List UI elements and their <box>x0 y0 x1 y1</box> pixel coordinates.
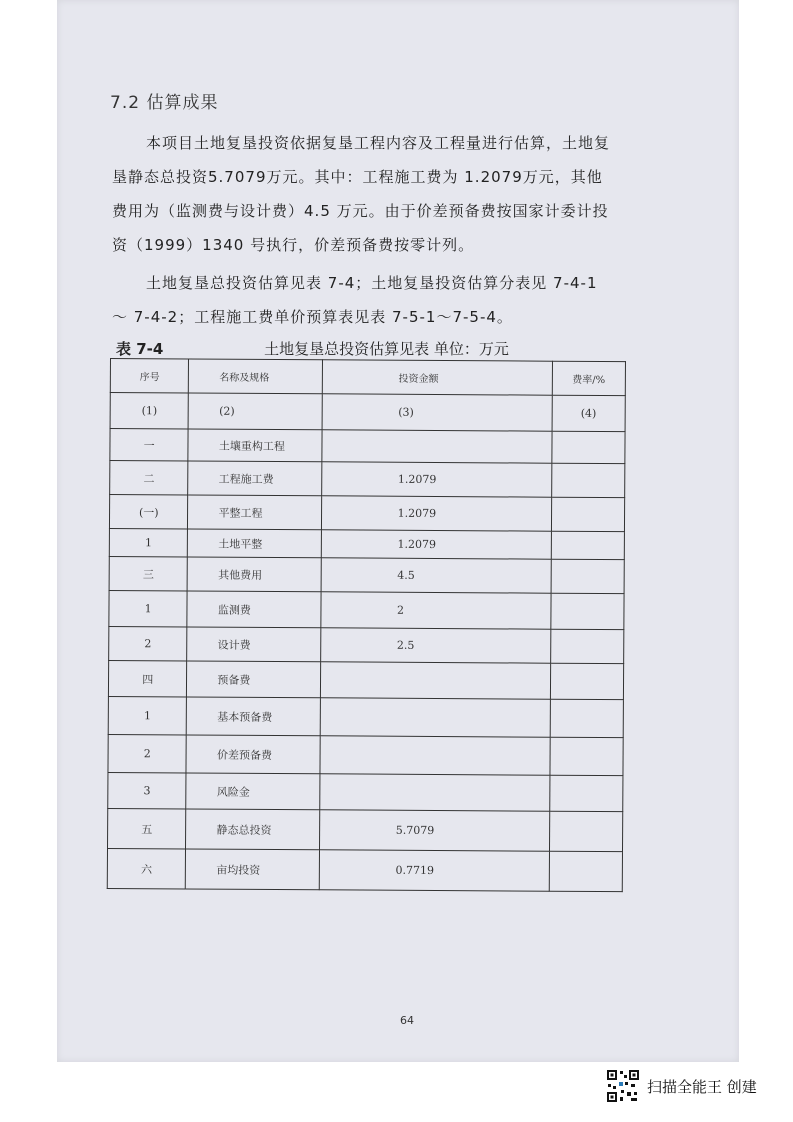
table-cell <box>551 531 624 559</box>
table-cell: 1 <box>109 590 188 626</box>
table-cell <box>320 736 550 775</box>
table-cell: (一) <box>109 495 188 529</box>
table-cell: 5.7079 <box>319 810 549 851</box>
table-cell: 3 <box>108 772 187 808</box>
header-cell: 名称及规格 <box>189 359 322 394</box>
table-cell: 土壤重构工程 <box>188 429 321 462</box>
table-cell: (1) <box>110 393 189 429</box>
table-cell: 工程施工费 <box>188 461 321 496</box>
table-row <box>109 528 624 559</box>
table-cell: 基本预备费 <box>187 697 320 736</box>
table-row <box>108 808 623 851</box>
table-row <box>110 429 625 464</box>
table-cell <box>550 775 623 811</box>
table-cell: 价差预备费 <box>186 735 319 774</box>
table-cell: 4.5 <box>321 558 551 593</box>
table-cell: 一 <box>110 429 189 461</box>
table-cell: 平整工程 <box>188 495 321 530</box>
table-cell: 静态总投资 <box>186 809 319 850</box>
table-cell <box>549 811 622 851</box>
header-cell: 序号 <box>110 359 189 393</box>
table-cell: 三 <box>109 556 188 590</box>
table-caption <box>116 338 509 359</box>
table-cell: 设计费 <box>187 627 320 662</box>
table-cell: 1.2079 <box>321 530 551 559</box>
table-cell <box>550 737 623 775</box>
table-cell: 1.2079 <box>321 496 551 531</box>
table-cell <box>551 497 624 531</box>
paragraph-investment-summary: 本项目土地复垦投资依据复垦工程内容及工程量进行估算，土地复垦静态总投资5.7079万元。其中：工程施工费为 1.2079万元，其他费用为（监测费与设计费）4.5 万元。由于价差预备费按国家计委计投资（1999）1340 号执行，价差预备费按零计列。 <box>112 134 611 254</box>
table-cell: 四 <box>108 660 187 696</box>
watermark-text: 扫描全能王 创建 <box>647 1077 757 1096</box>
table-cell <box>319 774 549 811</box>
table-cell <box>320 662 550 699</box>
qr-code-icon <box>605 1068 641 1104</box>
table-cell: 1 <box>109 528 188 556</box>
table-row <box>107 848 622 891</box>
table-row <box>109 495 624 532</box>
table-row <box>108 734 623 775</box>
table-cell: (2) <box>188 393 321 430</box>
paragraph-table-references: 土地复垦总投资估算见表 7-4；土地复垦投资估算分表见 7-4-1～ 7-4-2；工程施工费单价预算表见表 7-5-1～7-5-4。 <box>112 274 598 326</box>
page-number: 64 <box>400 1014 414 1027</box>
table-cell <box>552 431 625 463</box>
table-cell <box>551 593 624 629</box>
table-title: 土地复垦总投资估算见表 单位：万元 <box>264 340 509 358</box>
table-header-row <box>110 359 625 396</box>
table-row <box>110 461 625 498</box>
table-cell: 土地平整 <box>188 529 321 558</box>
table-cell: 监测费 <box>187 591 320 628</box>
table-cell: 其他费用 <box>188 557 321 592</box>
investment-estimate-table <box>107 358 626 892</box>
scanner-watermark <box>605 1068 757 1104</box>
table-row <box>108 660 623 699</box>
section-title: 7.2 估算成果 <box>110 93 219 113</box>
table-cell: 六 <box>107 848 186 888</box>
table-cell: 1 <box>108 696 187 734</box>
table-row <box>109 590 624 629</box>
table-row <box>109 556 624 593</box>
table-cell <box>550 663 623 699</box>
table-cell: 亩均投资 <box>186 849 319 890</box>
table-cell <box>320 698 550 737</box>
table-cell: 风险金 <box>186 773 319 810</box>
table-cell: 0.7719 <box>319 850 549 891</box>
table-row <box>108 696 623 737</box>
table-cell: (4) <box>552 395 625 431</box>
table-cell <box>550 629 623 663</box>
table-cell: 2 <box>108 734 187 772</box>
table-row <box>109 626 624 663</box>
table-cell: 1.2079 <box>321 462 551 497</box>
table-cell: 五 <box>108 808 187 848</box>
header-cell: 费率/% <box>552 361 625 395</box>
table-numbering-row <box>110 393 625 432</box>
table-row <box>108 772 623 811</box>
table-label: 表 7-4 <box>116 340 164 358</box>
table-cell: (3) <box>322 394 552 431</box>
table-cell: 2 <box>109 626 188 660</box>
table-cell <box>550 699 623 737</box>
header-cell: 投资金额 <box>322 360 552 395</box>
table-cell <box>321 430 551 463</box>
table-cell <box>551 463 624 497</box>
table-cell: 预备费 <box>187 661 320 698</box>
table-cell <box>551 559 624 593</box>
table-cell: 2 <box>320 592 550 629</box>
table-cell: 2.5 <box>320 628 550 663</box>
table-cell <box>549 851 622 891</box>
table-cell: 二 <box>110 461 189 495</box>
